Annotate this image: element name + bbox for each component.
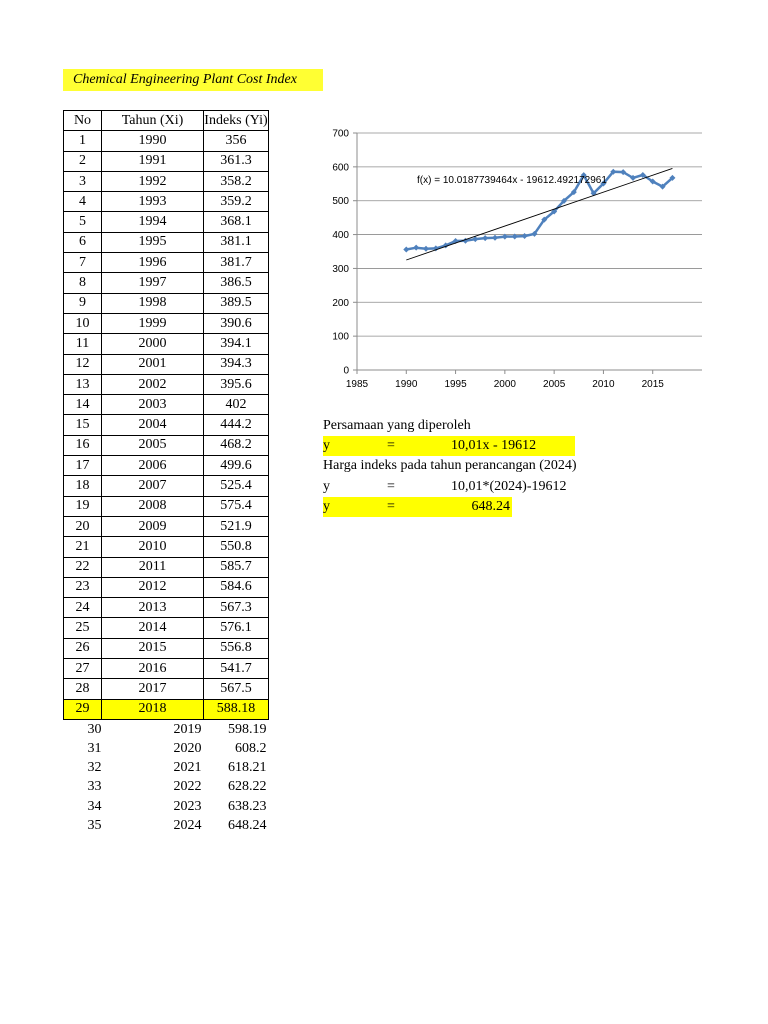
table-row-highlighted (64, 699, 269, 719)
cost-index-chart (315, 120, 715, 400)
data-point (522, 233, 528, 239)
cell-indeks: 389.5 (204, 293, 269, 313)
cell-no: 32 (87, 760, 102, 776)
table-row-extrapolated (64, 816, 269, 835)
cell-tahun: 1996 (102, 253, 204, 273)
x-tick-label: 1990 (395, 379, 418, 390)
cell-no: 20 (64, 516, 102, 536)
x-tick-label: 2010 (592, 379, 615, 390)
cell-no: 5 (64, 212, 102, 232)
data-point (403, 246, 409, 252)
cell-no: 27 (64, 659, 102, 679)
cell-tahun: 1990 (102, 131, 204, 151)
cell-no: 35 (87, 818, 102, 834)
table-row (64, 354, 269, 374)
cell-tahun: 2007 (102, 476, 204, 496)
cell-indeks: 390.6 (204, 313, 269, 333)
data-point (423, 246, 429, 252)
table-row (64, 638, 269, 658)
cell-tahun: 2024 (173, 818, 202, 834)
cell-no: 28 (64, 679, 102, 699)
cell-no: 34 (87, 798, 102, 814)
cell-no: 3 (64, 171, 102, 191)
table-row (64, 374, 269, 394)
cell-indeks: 575.4 (204, 496, 269, 516)
cell-no: 2 (64, 151, 102, 171)
cell-indeks: 359.2 (204, 192, 269, 212)
cell-indeks: 567.3 (204, 598, 269, 618)
cell-indeks: 628.22 (228, 779, 267, 795)
table-row (64, 679, 269, 699)
table-row (64, 171, 269, 191)
cell-indeks: 394.3 (204, 354, 269, 374)
cell-indeks: 648.24 (228, 818, 267, 834)
cell-tahun: 2019 (173, 721, 202, 737)
y-tick-label: 0 (343, 365, 349, 377)
y-tick-label: 100 (332, 331, 349, 343)
table-row (64, 131, 269, 151)
cell-tahun: 2020 (173, 740, 202, 756)
sheet-title: Chemical Engineering Plant Cost Index (63, 69, 323, 91)
cell-tahun: 1999 (102, 313, 204, 333)
cell-indeks: 588.18 (204, 699, 269, 719)
cell-no: 16 (64, 435, 102, 455)
cell-indeks: 386.5 (204, 273, 269, 293)
cell-tahun: 2005 (102, 435, 204, 455)
cell-tahun: 2000 (102, 334, 204, 354)
table-row (64, 537, 269, 557)
table-row-extrapolated (64, 719, 269, 739)
cell-tahun: 1991 (102, 151, 204, 171)
table-row (64, 212, 269, 232)
table-row (64, 192, 269, 212)
table-row (64, 456, 269, 476)
equation-heading-2: Harga indeks pada tahun perancangan (2024) (323, 458, 577, 473)
table-header-row (64, 111, 269, 131)
cell-indeks: 585.7 (204, 557, 269, 577)
cell-no: 13 (64, 374, 102, 394)
cell-indeks: 402 (204, 395, 269, 415)
cell-indeks: 576.1 (204, 618, 269, 638)
table-row-extrapolated (64, 739, 269, 758)
cell-indeks: 556.8 (204, 638, 269, 658)
cell-tahun: 1997 (102, 273, 204, 293)
cell-tahun: 2006 (102, 456, 204, 476)
table-row (64, 253, 269, 273)
y-tick-label: 500 (332, 196, 349, 208)
data-point (413, 245, 419, 251)
trendline-label: f(x) = 10.0187739464x - 19612.492172961 (417, 175, 607, 186)
cell-indeks: 525.4 (204, 476, 269, 496)
cell-indeks: 394.1 (204, 334, 269, 354)
cell-indeks: 395.6 (204, 374, 269, 394)
cell-no: 33 (87, 779, 102, 795)
table-row (64, 313, 269, 333)
y-tick-label: 600 (332, 162, 349, 174)
cell-no: 25 (64, 618, 102, 638)
table-row (64, 496, 269, 516)
table-row (64, 577, 269, 597)
y-tick-label: 300 (332, 263, 349, 275)
cell-indeks: 541.7 (204, 659, 269, 679)
cell-tahun: 2023 (173, 798, 202, 814)
cell-indeks: 499.6 (204, 456, 269, 476)
cell-tahun: 2003 (102, 395, 204, 415)
cell-no: 6 (64, 232, 102, 252)
y-tick-label: 700 (332, 128, 349, 140)
cell-tahun: 1994 (102, 212, 204, 232)
cell-tahun: 2002 (102, 374, 204, 394)
cell-indeks: 468.2 (204, 435, 269, 455)
cell-no: 19 (64, 496, 102, 516)
cell-indeks: 608.2 (235, 740, 267, 756)
x-tick-label: 2000 (493, 379, 516, 390)
cell-no: 7 (64, 253, 102, 273)
cell-indeks: Indeks (Yi) (204, 111, 269, 131)
cell-no: 24 (64, 598, 102, 618)
cell-tahun: Tahun (Xi) (102, 111, 204, 131)
cell-indeks: 358.2 (204, 171, 269, 191)
data-point (492, 235, 498, 241)
cell-no: 31 (87, 740, 102, 756)
cell-tahun: 2011 (102, 557, 204, 577)
cell-tahun: 2021 (173, 760, 202, 776)
y-tick-label: 200 (332, 297, 349, 309)
table-row (64, 273, 269, 293)
cell-indeks: 444.2 (204, 415, 269, 435)
cell-no: 18 (64, 476, 102, 496)
table-row (64, 293, 269, 313)
table-row (64, 435, 269, 455)
cell-no: 29 (64, 699, 102, 719)
cell-tahun: 2008 (102, 496, 204, 516)
cell-indeks: 368.1 (204, 212, 269, 232)
cell-no: 12 (64, 354, 102, 374)
cell-indeks: 638.23 (228, 798, 267, 814)
cell-no: 22 (64, 557, 102, 577)
cell-indeks: 356 (204, 131, 269, 151)
cell-indeks: 381.7 (204, 253, 269, 273)
cell-tahun: 2010 (102, 537, 204, 557)
cell-no: 9 (64, 293, 102, 313)
cell-no: 4 (64, 192, 102, 212)
x-tick-label: 2015 (641, 379, 664, 390)
equation-line-1: y = 10,01x - 19612 (323, 436, 575, 456)
table-row (64, 395, 269, 415)
cell-no: 10 (64, 313, 102, 333)
cell-tahun: 2015 (102, 638, 204, 658)
y-tick-label: 400 (332, 230, 349, 242)
x-tick-label: 2005 (543, 379, 566, 390)
table-row (64, 557, 269, 577)
cell-no: 30 (87, 721, 102, 737)
equation-line-3: y = 648.24 (323, 497, 512, 517)
cell-indeks: 550.8 (204, 537, 269, 557)
table-row (64, 232, 269, 252)
cost-index-table (63, 110, 269, 836)
cell-tahun: 2012 (102, 577, 204, 597)
equation-line-2: y = 10,01*(2024)-19612 (323, 479, 567, 494)
cell-indeks: 598.19 (228, 721, 267, 737)
cell-tahun: 2013 (102, 598, 204, 618)
cell-indeks: 567.5 (204, 679, 269, 699)
cell-tahun: 2017 (102, 679, 204, 699)
cell-tahun: 2018 (102, 699, 204, 719)
cell-indeks: 361.3 (204, 151, 269, 171)
cell-no: 11 (64, 334, 102, 354)
cell-indeks: 521.9 (204, 516, 269, 536)
table-row (64, 618, 269, 638)
cell-no: 26 (64, 638, 102, 658)
table-row-extrapolated (64, 797, 269, 816)
table-row (64, 334, 269, 354)
data-point (482, 235, 488, 241)
cell-no: 1 (64, 131, 102, 151)
cell-indeks: 618.21 (228, 760, 267, 776)
cell-tahun: 2001 (102, 354, 204, 374)
cell-tahun: 1995 (102, 232, 204, 252)
cell-tahun: 1992 (102, 171, 204, 191)
x-tick-label: 1985 (345, 379, 369, 390)
table-row (64, 516, 269, 536)
cell-no: 23 (64, 577, 102, 597)
cell-tahun: 1998 (102, 293, 204, 313)
cell-indeks: 381.1 (204, 232, 269, 252)
cell-no: 15 (64, 415, 102, 435)
cell-tahun: 2016 (102, 659, 204, 679)
table-row (64, 659, 269, 679)
cell-tahun: 2004 (102, 415, 204, 435)
cell-no: 8 (64, 273, 102, 293)
cell-indeks: 584.6 (204, 577, 269, 597)
cell-tahun: 2014 (102, 618, 204, 638)
table-row-extrapolated (64, 759, 269, 778)
cell-no: No (64, 111, 102, 131)
cell-tahun: 2022 (173, 779, 202, 795)
cell-tahun: 1993 (102, 192, 204, 212)
table-row (64, 598, 269, 618)
table-row (64, 415, 269, 435)
x-tick-label: 1995 (444, 379, 467, 390)
table-row-extrapolated (64, 778, 269, 797)
cell-no: 17 (64, 456, 102, 476)
cell-tahun: 2009 (102, 516, 204, 536)
equation-heading: Persamaan yang diperoleh (323, 418, 471, 433)
table-row (64, 151, 269, 171)
cell-no: 14 (64, 395, 102, 415)
cell-no: 21 (64, 537, 102, 557)
table-row (64, 476, 269, 496)
